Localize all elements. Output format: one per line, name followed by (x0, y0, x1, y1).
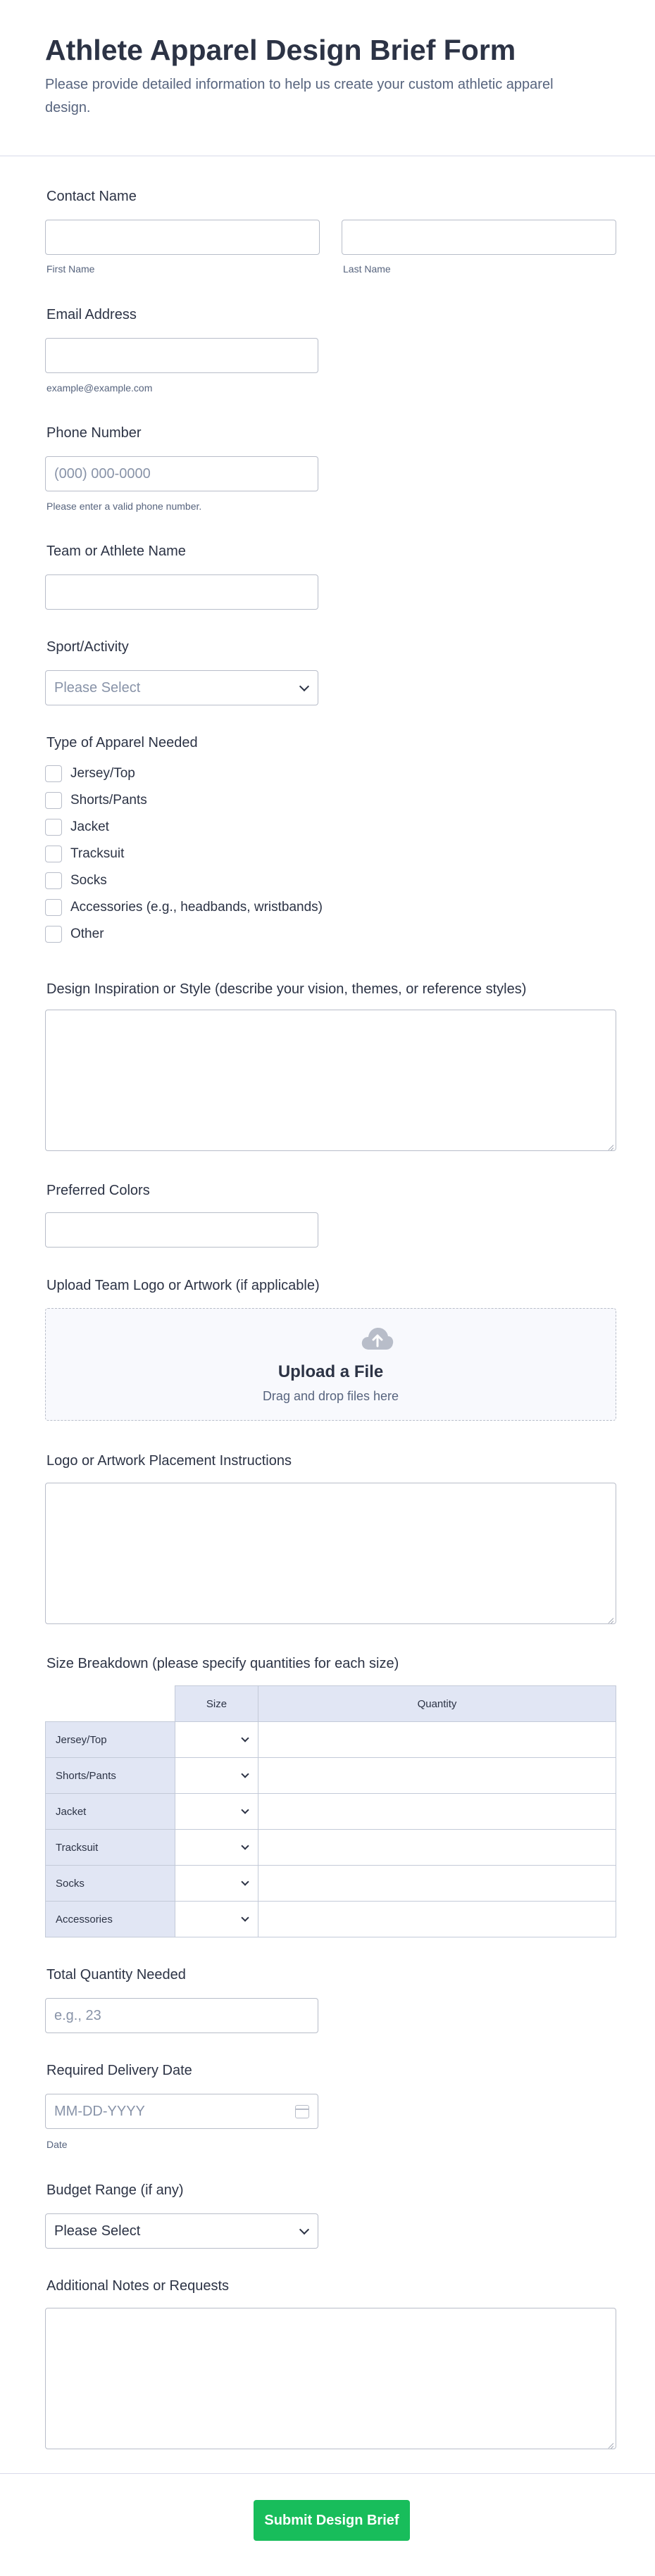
checkbox-label: Tracksuit (70, 846, 125, 861)
checkbox-box[interactable] (45, 872, 62, 889)
chevron-down-icon (299, 681, 309, 691)
row-label: Shorts/Pants (46, 1758, 175, 1794)
chevron-down-icon (241, 1770, 249, 1778)
quantity-input[interactable] (258, 1794, 616, 1830)
first-name-input[interactable] (45, 220, 320, 255)
placement-label: Logo or Artwork Placement Instructions (46, 1453, 292, 1469)
delivery-label: Required Delivery Date (46, 2063, 192, 2078)
contact-name-label: Contact Name (46, 189, 137, 204)
sport-label: Sport/Activity (46, 639, 129, 655)
sport-placeholder: Please Select (54, 680, 141, 696)
sport-select[interactable] (45, 670, 318, 705)
quantity-input[interactable] (258, 1902, 616, 1937)
team-label: Team or Athlete Name (46, 544, 186, 559)
checkbox-socks[interactable] (45, 871, 107, 891)
form-title: Athlete Apparel Design Brief Form (45, 34, 516, 66)
quantity-input[interactable] (258, 1830, 616, 1866)
table-row (46, 1722, 616, 1758)
delivery-placeholder: MM-DD-YYYY (54, 2104, 145, 2119)
quantity-input[interactable] (258, 1722, 616, 1758)
row-label: Jacket (46, 1794, 175, 1830)
upload-label: Upload Team Logo or Artwork (if applicable) (46, 1278, 320, 1293)
phone-input[interactable] (45, 456, 318, 491)
form-subtitle: Please provide detailed information to help us create your custom athletic apparel design. (45, 77, 554, 115)
chevron-down-icon (241, 1734, 249, 1742)
last-name-sublabel: Last Name (343, 263, 391, 275)
first-name-sublabel: First Name (46, 263, 95, 275)
size-select[interactable] (175, 1794, 258, 1830)
notes-label: Additional Notes or Requests (46, 2278, 230, 2294)
row-label: Tracksuit (46, 1830, 175, 1866)
last-name-input[interactable] (342, 220, 616, 255)
email-input[interactable] (45, 338, 318, 373)
size-select[interactable] (175, 1902, 258, 1937)
upload-title: Upload a File (277, 1362, 384, 1381)
chevron-down-icon (241, 1842, 249, 1849)
checkbox-label: Socks (70, 873, 107, 888)
size-select[interactable] (175, 1866, 258, 1902)
checkbox-box[interactable] (45, 819, 62, 836)
checkbox-accessories[interactable] (45, 898, 323, 917)
form-footer (0, 2473, 655, 2576)
size-select[interactable] (175, 1758, 258, 1794)
checkbox-label: Accessories (e.g., headbands, wristbands) (70, 900, 323, 915)
form-header (0, 0, 655, 156)
checkbox-shorts[interactable] (45, 791, 147, 810)
checkbox-jacket[interactable] (45, 817, 109, 837)
team-input[interactable] (45, 574, 318, 610)
submit-button[interactable]: Submit Design Brief (254, 2500, 410, 2541)
size-select[interactable] (175, 1722, 258, 1758)
calendar-icon[interactable] (295, 2105, 309, 2118)
placement-textarea[interactable] (45, 1483, 616, 1624)
checkbox-tracksuit[interactable] (45, 844, 124, 864)
checkbox-box[interactable] (45, 899, 62, 916)
quantity-input[interactable] (258, 1866, 616, 1902)
file-upload-dropzone[interactable] (45, 1308, 616, 1421)
delivery-date-input[interactable] (45, 2094, 318, 2129)
size-breakdown-table (45, 1685, 616, 1937)
chevron-down-icon (299, 2225, 309, 2235)
upload-subtitle: Drag and drop files here (262, 1389, 399, 1403)
chevron-down-icon (241, 1878, 249, 1885)
budget-value: Please Select (54, 2223, 141, 2239)
checkbox-box[interactable] (45, 846, 62, 862)
phone-sublabel: Please enter a valid phone number. (46, 501, 202, 512)
resize-handle-icon[interactable] (606, 1614, 613, 1621)
apparel-label: Type of Apparel Needed (46, 735, 198, 750)
sizes-label: Size Breakdown (please specify quantities for each size) (46, 1656, 399, 1671)
checkbox-label: Jersey/Top (70, 766, 135, 781)
notes-textarea[interactable] (45, 2308, 616, 2449)
checkbox-box[interactable] (45, 765, 62, 782)
budget-label: Budget Range (if any) (46, 2182, 184, 2198)
table-row (46, 1866, 616, 1902)
size-select[interactable] (175, 1830, 258, 1866)
inspiration-textarea[interactable] (45, 1010, 616, 1151)
resize-handle-icon[interactable] (606, 1141, 613, 1148)
row-label: Jersey/Top (46, 1722, 175, 1758)
resize-handle-icon[interactable] (606, 2439, 613, 2446)
checkbox-label: Shorts/Pants (70, 793, 147, 808)
table-row (46, 1902, 616, 1937)
row-label: Accessories (46, 1902, 175, 1937)
total-placeholder: e.g., 23 (54, 2008, 101, 2023)
cloud-upload-icon (361, 1326, 394, 1351)
table-corner (46, 1686, 175, 1722)
checkbox-jersey[interactable] (45, 764, 135, 784)
email-label: Email Address (46, 307, 137, 322)
total-label: Total Quantity Needed (46, 1967, 186, 1983)
quantity-input[interactable] (258, 1758, 616, 1794)
inspiration-label: Design Inspiration or Style (describe your vision, themes, or reference styles) (46, 981, 527, 997)
checkbox-box[interactable] (45, 926, 62, 943)
checkbox-box[interactable] (45, 792, 62, 809)
delivery-sublabel: Date (46, 2139, 68, 2150)
budget-select[interactable] (45, 2213, 318, 2249)
phone-label: Phone Number (46, 425, 142, 441)
row-label: Socks (46, 1866, 175, 1902)
checkbox-label: Jacket (70, 819, 109, 834)
table-row (46, 1830, 616, 1866)
chevron-down-icon (241, 1806, 249, 1814)
colors-input[interactable] (45, 1212, 318, 1248)
total-quantity-input[interactable] (45, 1998, 318, 2033)
table-row (46, 1794, 616, 1830)
phone-placeholder: (000) 000-0000 (54, 466, 151, 482)
chevron-down-icon (241, 1914, 249, 1921)
table-row (46, 1758, 616, 1794)
column-header-quantity: Quantity (258, 1686, 616, 1722)
email-sublabel: example@example.com (46, 382, 153, 394)
checkbox-label: Other (70, 926, 104, 941)
colors-label: Preferred Colors (46, 1183, 150, 1198)
column-header-size: Size (175, 1686, 258, 1722)
checkbox-other[interactable] (45, 924, 104, 944)
